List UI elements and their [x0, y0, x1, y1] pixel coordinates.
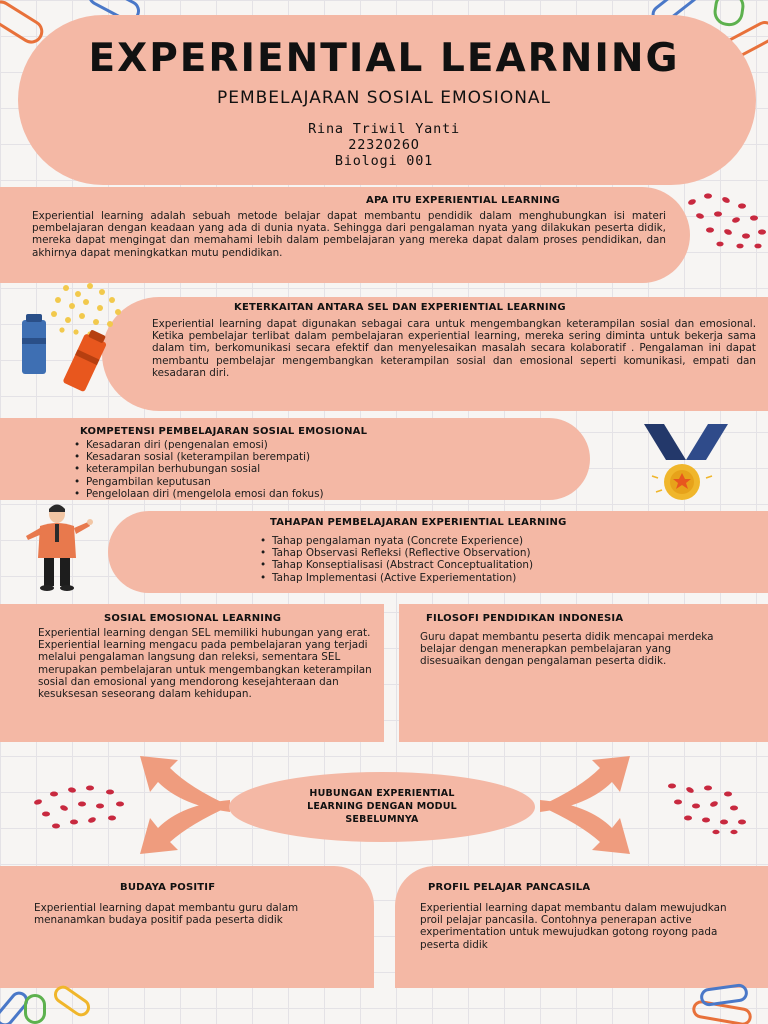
hub-text — [229, 787, 535, 826]
list-item: • Pengelolaan diri (mengelola emosi dan fokus) — [72, 488, 552, 500]
dots-decoration — [680, 188, 768, 252]
hub-text-line: HUBUNGAN EXPERIENTIAL — [309, 788, 455, 799]
section-budaya-text: Experiential learning dapat membantu guru dalam menanamkan budaya positif pada peserta didik — [34, 902, 299, 927]
author-name: Rina Triwil Yanti — [308, 121, 460, 137]
section-filosofi-text: Guru dapat membantu peserta didik mencapai merdeka belajar dengan menerapkan pembelajaran yang disesuaikan dengan pengalaman peserta didik. — [420, 631, 714, 668]
class-name: Biologi 001 — [334, 153, 434, 169]
section-apa-itu-title: APA ITU EXPERIENTIAL LEARNING — [366, 195, 561, 206]
paperclip-icon — [712, 0, 746, 28]
section-sosial-emosional-title: SOSIAL EMOSIONAL LEARNING — [104, 613, 282, 624]
hub-text-line: LEARNING DENGAN MODUL — [307, 801, 457, 812]
list-item: • Tahap Implementasi (Active Experiementation) — [258, 572, 728, 584]
section-profil-text: Experiential learning dapat membantu dalam mewujudkan proil pelajar pancasila. Contohnya penerapan active experimentation untuk mewujudkan gotong royong pada peserta didik — [420, 902, 727, 951]
section-sosial-emosional-text: Experiential learning dengan SEL memiliki hubungan yang erat. Experiential learning mengacu pada pembelajaran yang terjadi melalui pengalaman langsung dan releksi, sementara SEL merupakan pembelajaran untuk mengembangkan keterampilan sosial dan emosional yang mendorong kesejahteraan dan kesuksesan seseorang dalam kehidupan. — [38, 627, 372, 701]
list-item: • Pengambilan keputusan — [72, 476, 552, 488]
dots-decoration — [662, 778, 754, 836]
list-item: • Kesadaran sosial (keterampilan berempati) — [72, 451, 552, 463]
hub-text-line: SEBELUMNYA — [345, 814, 419, 825]
teacher-illustration — [16, 502, 98, 594]
section-apa-itu-text: Experiential learning adalah sebuah metode belajar dapat membantu pendidik dalam menghubungkan isi materi pembelajaran dengan keadaan yang ada di dunia nyata. Sehingga dari pengalaman nyata yang dilakukan peserta didik, mereka dapat mengingat dan memahami lebih dalam pembelajaran yang mereka dapat dalam proses pendidikan, dan akhirnya dapat meningkatkan mutu pendidikan. — [32, 210, 666, 259]
section-budaya-title: BUDAYA POSITIF — [120, 882, 216, 893]
dots-decoration — [28, 782, 132, 836]
section-kompetensi-title: KOMPETENSI PEMBELAJARAN SOSIAL EMOSIONAL — [80, 426, 368, 437]
section-keterkaitan-text: Experiential learning dapat digunakan sebagai cara untuk mengembangkan keterampilan sosial dan emosional. Ketika pembelajar terlibat dalam pembelajaran experiential learning, mereka sering diminta untuk bekerja sama dalam tim, berkomunikasi secara efektif dan menyelesaikan masalah secara kolaboratif . Pengalaman ini dapat membantu pembelajar mengembangkan keterampilan sosial dan emosional seperti komunikasi, empati dan kesadaran diri. — [152, 318, 756, 379]
kompetensi-list — [72, 439, 552, 500]
tahapan-list — [258, 535, 728, 584]
paperclip-icon — [24, 994, 46, 1024]
section-filosofi-title: FILOSOFI PENDIDIKAN INDONESIA — [426, 613, 624, 624]
list-item: • Tahap Observasi Refleksi (Reflective Observation) — [258, 547, 728, 559]
section-profil-title: PROFIL PELAJAR PANCASILA — [428, 882, 591, 893]
list-item: • Tahap Konseptialisasi (Abstract Conceptualitation) — [258, 559, 728, 571]
student-id: 2232O26O — [348, 137, 420, 153]
section-filosofi — [399, 604, 768, 742]
crayons-illustration — [14, 280, 128, 396]
list-item: • Tahap pengalaman nyata (Concrete Experience) — [258, 535, 728, 547]
page-title: EXPERIENTIAL LEARNING — [88, 36, 680, 81]
page-subtitle: PEMBELAJARAN SOSIAL EMOSIONAL — [216, 88, 552, 108]
medal-icon — [636, 418, 736, 502]
section-tahapan-title: TAHAPAN PEMBELAJARAN EXPERIENTIAL LEARNING — [270, 517, 567, 528]
section-keterkaitan-title: KETERKAITAN ANTARA SEL DAN EXPERIENTIAL LEARNING — [234, 302, 566, 313]
list-item: • Kesadaran diri (pengenalan emosi) — [72, 439, 552, 451]
list-item: • keterampilan berhubungan sosial — [72, 463, 552, 475]
